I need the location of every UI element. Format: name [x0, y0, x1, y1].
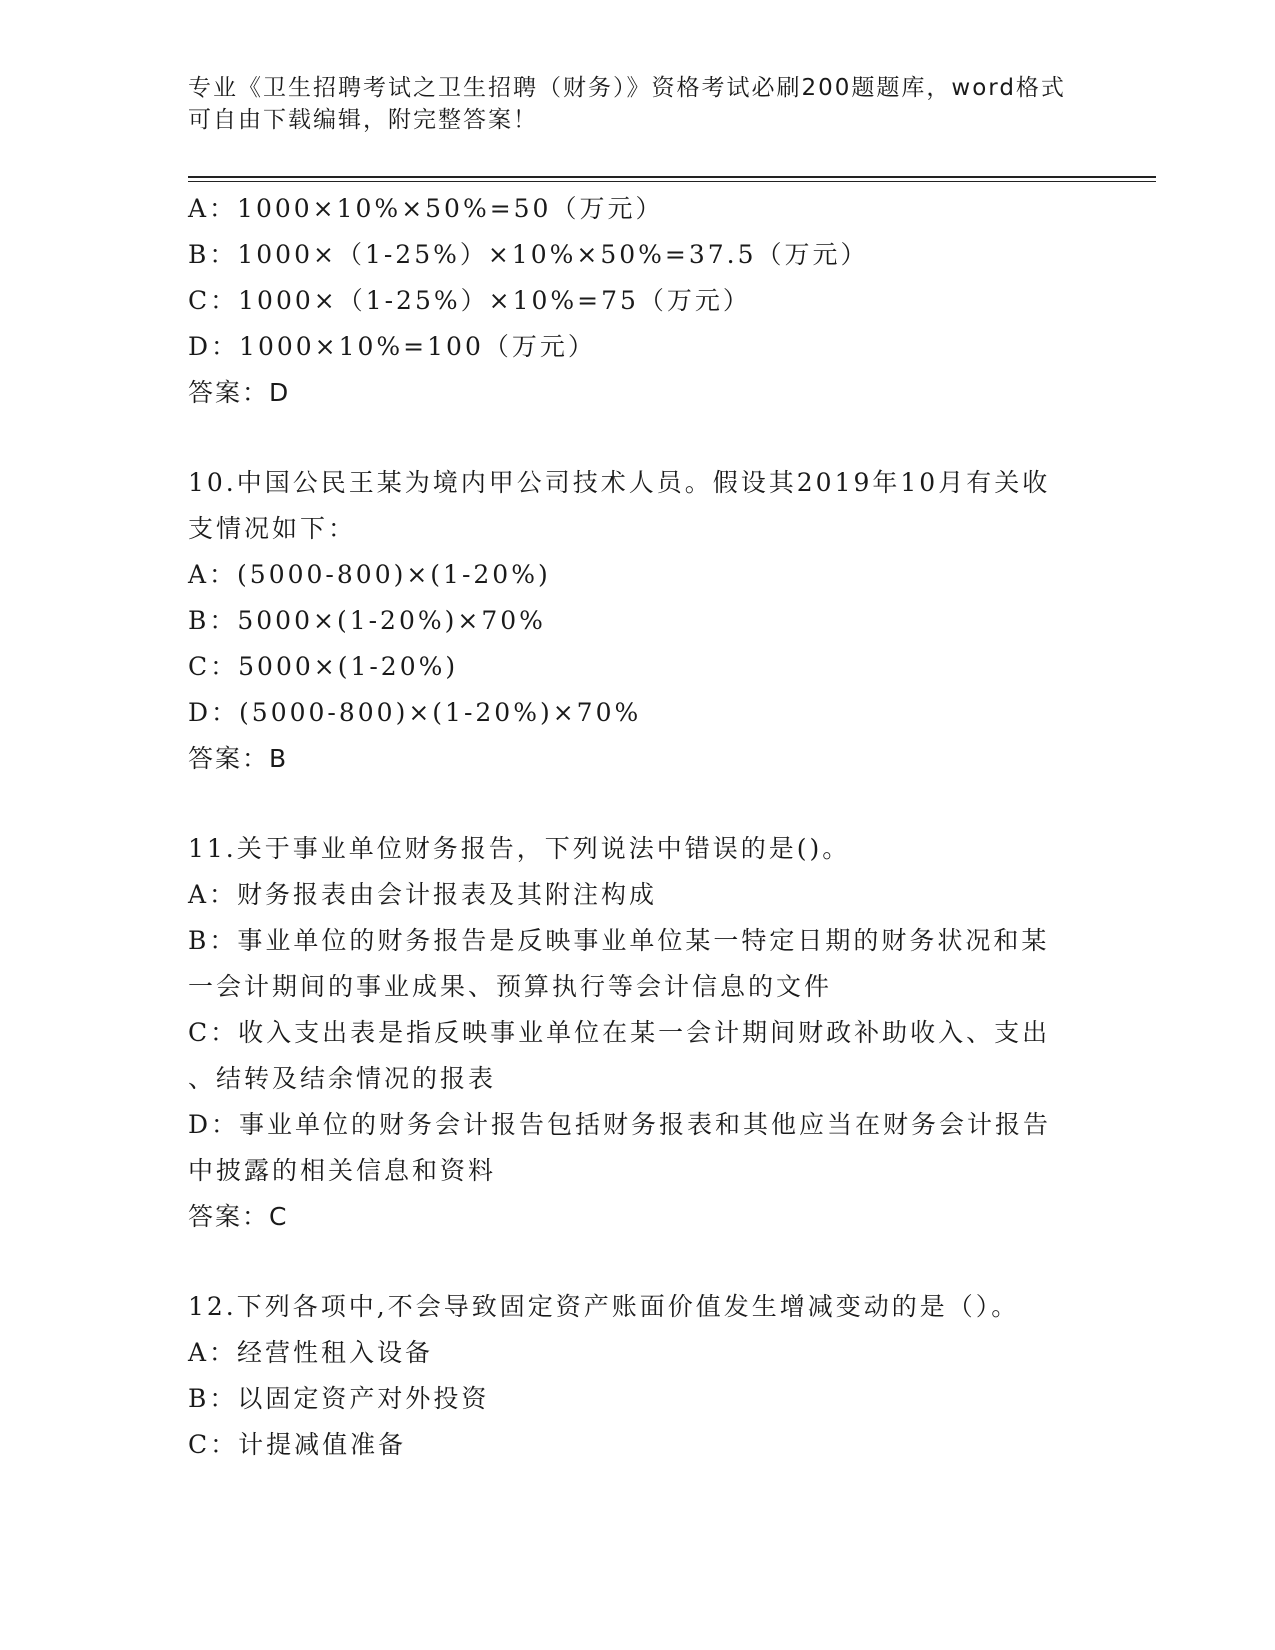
question-12-option-c: C：计提减值准备 [188, 1430, 407, 1459]
spacer [188, 416, 1088, 460]
question-9-option-a: A：1000×10%×50%=50（万元） [188, 194, 664, 223]
header-divider-thick [188, 176, 1156, 178]
question-11-answer: 答案：C [188, 1202, 289, 1231]
question-11-option-c-line-2: 、结转及结余情况的报表 [188, 1064, 497, 1093]
question-10-answer: 答案：B [188, 744, 289, 773]
spacer [188, 1240, 1088, 1284]
question-11-option-c-line-1: C：收入支出表是指反映事业单位在某一会计期间财政补助收入、支出 [188, 1018, 1051, 1047]
question-9-answer: 答案：D [188, 378, 291, 407]
question-9-option-c: C：1000×（1-25%）×10%=75（万元） [188, 286, 751, 315]
question-10-stem-line-1: 10.中国公民王某为境内甲公司技术人员。假设其2019年10月有关收 [188, 468, 1051, 497]
question-11-option-d-line-2: 中披露的相关信息和资料 [188, 1156, 497, 1185]
spacer [188, 782, 1088, 826]
question-12 [188, 1284, 1088, 1468]
question-11-option-d-line-1: D：事业单位的财务会计报告包括财务报表和其他应当在财务会计报告 [188, 1110, 1052, 1139]
question-10 [188, 460, 1088, 782]
question-10-option-a: A：(5000-800)×(1-20%) [188, 560, 551, 589]
question-9-option-b: B：1000×（1-25%）×10%×50%=37.5（万元） [188, 240, 869, 269]
question-11 [188, 826, 1088, 1240]
question-10-option-c: C：5000×(1-20%) [188, 652, 459, 681]
question-12-option-a: A：经营性租入设备 [188, 1338, 434, 1367]
document-body [188, 186, 1088, 1468]
header-title-line-2: 可自由下载编辑，附完整答案！ [188, 107, 538, 133]
question-11-option-a: A：财务报表由会计报表及其附注构成 [188, 880, 658, 909]
header-divider-thin [188, 181, 1156, 182]
question-12-stem: 12.下列各项中,不会导致固定资产账面价值发生增减变动的是（）。 [188, 1292, 1020, 1321]
question-10-option-b: B：5000×(1-20%)×70% [188, 606, 546, 635]
header-title-line-1: 专业《卫生招聘考试之卫生招聘（财务）》资格考试必刷200题题库，word格式 [188, 75, 1066, 101]
question-11-option-b-line-2: 一会计期间的事业成果、预算执行等会计信息的文件 [188, 972, 833, 1001]
question-12-option-b: B：以固定资产对外投资 [188, 1384, 490, 1413]
question-9 [188, 186, 1088, 416]
question-10-stem-line-2: 支情况如下： [188, 514, 357, 543]
question-11-option-b-line-1: B：事业单位的财务报告是反映事业单位某一特定日期的财务状况和某 [188, 926, 1050, 955]
question-11-stem: 11.关于事业单位财务报告，下列说法中错误的是()。 [188, 834, 851, 863]
question-9-option-d: D：1000×10%=100（万元） [188, 332, 596, 361]
question-10-option-d: D：(5000-800)×(1-20%)×70% [188, 698, 642, 727]
document-header [188, 72, 1068, 136]
